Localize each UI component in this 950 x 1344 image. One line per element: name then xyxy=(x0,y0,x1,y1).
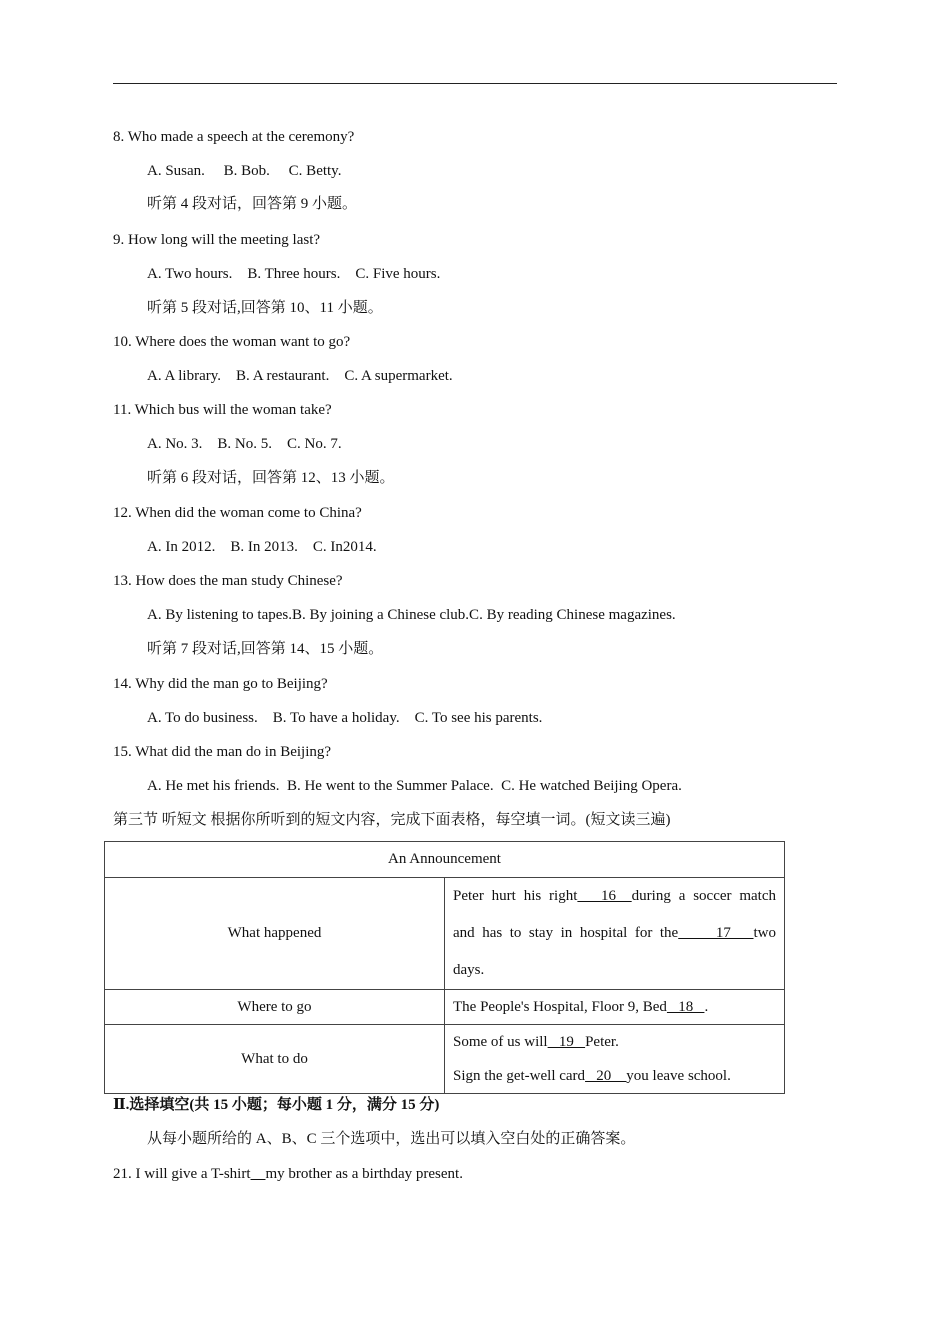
text-segment: Some of us will xyxy=(453,1034,548,1050)
text-segment: my brother as a birthday present. xyxy=(265,1166,463,1182)
row-label-what-to-do: What to do xyxy=(105,1025,445,1094)
question-8-options: A. Susan. B. Bob. C. Betty. xyxy=(147,163,342,179)
blank-20: 20 xyxy=(585,1068,627,1084)
row-content-what-happened xyxy=(445,878,785,990)
blank-17: 17 xyxy=(678,925,754,941)
table-row xyxy=(105,842,785,878)
table-title: An Announcement xyxy=(105,842,785,878)
content-line xyxy=(453,1059,776,1093)
blank-16: 16 xyxy=(577,888,632,904)
question-10: 10. Where does the woman want to go? xyxy=(113,334,351,350)
instruction-dialogue-4: 听第 4 段对话，回答第 9 小题。 xyxy=(147,196,358,212)
row-content-where-to-go xyxy=(445,990,785,1025)
blank-21 xyxy=(251,1166,266,1182)
content-line xyxy=(453,1025,776,1059)
instruction-dialogue-6: 听第 6 段对话，回答第 12、13 小题。 xyxy=(147,470,395,486)
question-11-options: A. No. 3. B. No. 5. C. No. 7. xyxy=(147,436,342,452)
question-15-options: A. He met his friends. B. He went to the Summer Palace. C. He watched Beijing Opera. xyxy=(147,778,682,794)
text-segment: and has to stay in hospital for the xyxy=(453,925,679,941)
row-content-what-to-do xyxy=(445,1025,785,1094)
text-segment: Peter hurt his right xyxy=(453,888,578,904)
row-label-what-happened: What happened xyxy=(105,878,445,990)
table-row xyxy=(105,878,785,990)
row-label-where-to-go: Where to go xyxy=(105,990,445,1025)
blank-18: 18 xyxy=(666,998,705,1015)
text-segment: . xyxy=(704,998,709,1015)
part2-heading: Ⅱ.选择填空(共 15 小题；每小题 1 分，满分 15 分) xyxy=(113,1097,440,1113)
instruction-dialogue-5: 听第 5 段对话,回答第 10、11 小题。 xyxy=(147,300,383,316)
question-9: 9. How long will the meeting last? xyxy=(113,232,321,248)
header-rule xyxy=(113,83,837,84)
text-segment: two xyxy=(753,925,777,941)
question-14: 14. Why did the man go to Beijing? xyxy=(113,676,328,692)
text-segment: during a soccer match xyxy=(631,888,777,904)
instruction-dialogue-7: 听第 7 段对话,回答第 14、15 小题。 xyxy=(147,641,384,657)
text-segment: The People's Hospital, Floor 9, Bed xyxy=(453,998,667,1015)
content-line xyxy=(453,915,776,952)
question-11: 11. Which bus will the woman take? xyxy=(113,402,332,418)
content-line: days. xyxy=(453,962,485,978)
part2-instruction: 从每小题所给的 A、B、C 三个选项中，选出可以填入空白处的正确答案。 xyxy=(147,1131,636,1147)
content-line xyxy=(453,878,776,915)
question-15: 15. What did the man do in Beijing? xyxy=(113,744,332,760)
text-segment: Peter. xyxy=(585,1034,619,1050)
announcement-table xyxy=(104,841,785,1094)
table-row xyxy=(105,990,785,1025)
question-8: 8. Who made a speech at the ceremony? xyxy=(113,129,355,145)
question-9-options: A. Two hours. B. Three hours. C. Five hours. xyxy=(147,266,441,282)
question-10-options: A. A library. B. A restaurant. C. A supermarket. xyxy=(147,368,453,384)
text-segment: you leave school. xyxy=(626,1068,731,1084)
blank-19: 19 xyxy=(547,1034,586,1050)
question-14-options: A. To do business. B. To have a holiday. C. To see his parents. xyxy=(147,710,543,726)
question-12-options: A. In 2012. B. In 2013. C. In2014. xyxy=(147,539,377,555)
question-21 xyxy=(113,1164,463,1184)
text-segment: 21. I will give a T-shirt xyxy=(113,1166,251,1182)
question-13-options: A. By listening to tapes.B. By joining a Chinese club.C. By reading Chinese magazines. xyxy=(147,607,676,623)
question-12: 12. When did the woman come to China? xyxy=(113,505,362,521)
table-row xyxy=(105,1025,785,1094)
section3-heading: 第三节 听短文 根据你所听到的短文内容，完成下面表格，每空填一词。(短文读三遍) xyxy=(113,812,671,828)
question-13: 13. How does the man study Chinese? xyxy=(113,573,343,589)
text-segment: Sign the get-well card xyxy=(453,1068,586,1084)
